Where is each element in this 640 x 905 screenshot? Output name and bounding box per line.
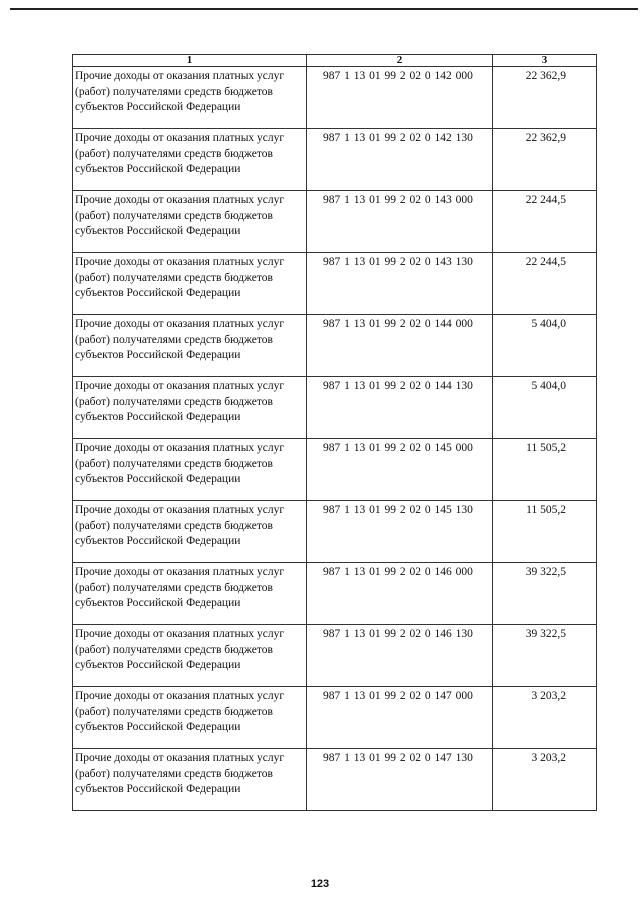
income-description: Прочие доходы от оказания платных услуг (работ) получателями средств бюджетов субъектов Российской Федерации — [73, 377, 307, 439]
page-number: 123 — [310, 878, 330, 890]
budget-classification-code: 987 1 13 01 99 2 02 0 145 000 — [307, 439, 493, 501]
top-rule — [10, 8, 638, 10]
table-row — [73, 253, 597, 315]
table-row — [73, 129, 597, 191]
budget-classification-code: 987 1 13 01 99 2 02 0 146 130 — [307, 625, 493, 687]
table-row — [73, 501, 597, 563]
table-row — [73, 687, 597, 749]
amount: 5 404,0 — [493, 377, 597, 439]
table-row — [73, 625, 597, 687]
table-row — [73, 439, 597, 501]
amount: 39 322,5 — [493, 563, 597, 625]
income-description: Прочие доходы от оказания платных услуг (работ) получателями средств бюджетов субъектов Российской Федерации — [73, 439, 307, 501]
income-description: Прочие доходы от оказания платных услуг (работ) получателями средств бюджетов субъектов Российской Федерации — [73, 501, 307, 563]
amount: 5 404,0 — [493, 315, 597, 377]
column-header-3: 3 — [493, 55, 597, 67]
budget-classification-code: 987 1 13 01 99 2 02 0 147 000 — [307, 687, 493, 749]
budget-classification-code: 987 1 13 01 99 2 02 0 144 000 — [307, 315, 493, 377]
table-row — [73, 563, 597, 625]
amount: 3 203,2 — [493, 749, 597, 811]
income-description: Прочие доходы от оказания платных услуг (работ) получателями средств бюджетов субъектов Российской Федерации — [73, 191, 307, 253]
amount: 11 505,2 — [493, 501, 597, 563]
revenue-table — [72, 54, 597, 811]
income-description: Прочие доходы от оказания платных услуг (работ) получателями средств бюджетов субъектов Российской Федерации — [73, 129, 307, 191]
column-header-1: 1 — [73, 55, 307, 67]
budget-classification-code: 987 1 13 01 99 2 02 0 145 130 — [307, 501, 493, 563]
amount: 22 362,9 — [493, 129, 597, 191]
income-description: Прочие доходы от оказания платных услуг (работ) получателями средств бюджетов субъектов Российской Федерации — [73, 563, 307, 625]
table-row — [73, 749, 597, 811]
budget-classification-code: 987 1 13 01 99 2 02 0 146 000 — [307, 563, 493, 625]
amount: 11 505,2 — [493, 439, 597, 501]
income-description: Прочие доходы от оказания платных услуг (работ) получателями средств бюджетов субъектов Российской Федерации — [73, 67, 307, 129]
table-row — [73, 191, 597, 253]
income-description: Прочие доходы от оказания платных услуг (работ) получателями средств бюджетов субъектов Российской Федерации — [73, 625, 307, 687]
amount: 22 244,5 — [493, 191, 597, 253]
amount: 22 244,5 — [493, 253, 597, 315]
budget-classification-code: 987 1 13 01 99 2 02 0 143 000 — [307, 191, 493, 253]
income-description: Прочие доходы от оказания платных услуг (работ) получателями средств бюджетов субъектов Российской Федерации — [73, 749, 307, 811]
amount: 39 322,5 — [493, 625, 597, 687]
amount: 22 362,9 — [493, 67, 597, 129]
income-description: Прочие доходы от оказания платных услуг (работ) получателями средств бюджетов субъектов Российской Федерации — [73, 315, 307, 377]
budget-classification-code: 987 1 13 01 99 2 02 0 143 130 — [307, 253, 493, 315]
table-row — [73, 315, 597, 377]
table-header-row — [73, 55, 597, 67]
amount: 3 203,2 — [493, 687, 597, 749]
budget-classification-code: 987 1 13 01 99 2 02 0 144 130 — [307, 377, 493, 439]
budget-classification-code: 987 1 13 01 99 2 02 0 142 130 — [307, 129, 493, 191]
budget-classification-code: 987 1 13 01 99 2 02 0 142 000 — [307, 67, 493, 129]
table-row — [73, 377, 597, 439]
column-header-2: 2 — [307, 55, 493, 67]
table-row — [73, 67, 597, 129]
budget-classification-code: 987 1 13 01 99 2 02 0 147 130 — [307, 749, 493, 811]
income-description: Прочие доходы от оказания платных услуг (работ) получателями средств бюджетов субъектов Российской Федерации — [73, 687, 307, 749]
income-description: Прочие доходы от оказания платных услуг (работ) получателями средств бюджетов субъектов Российской Федерации — [73, 253, 307, 315]
